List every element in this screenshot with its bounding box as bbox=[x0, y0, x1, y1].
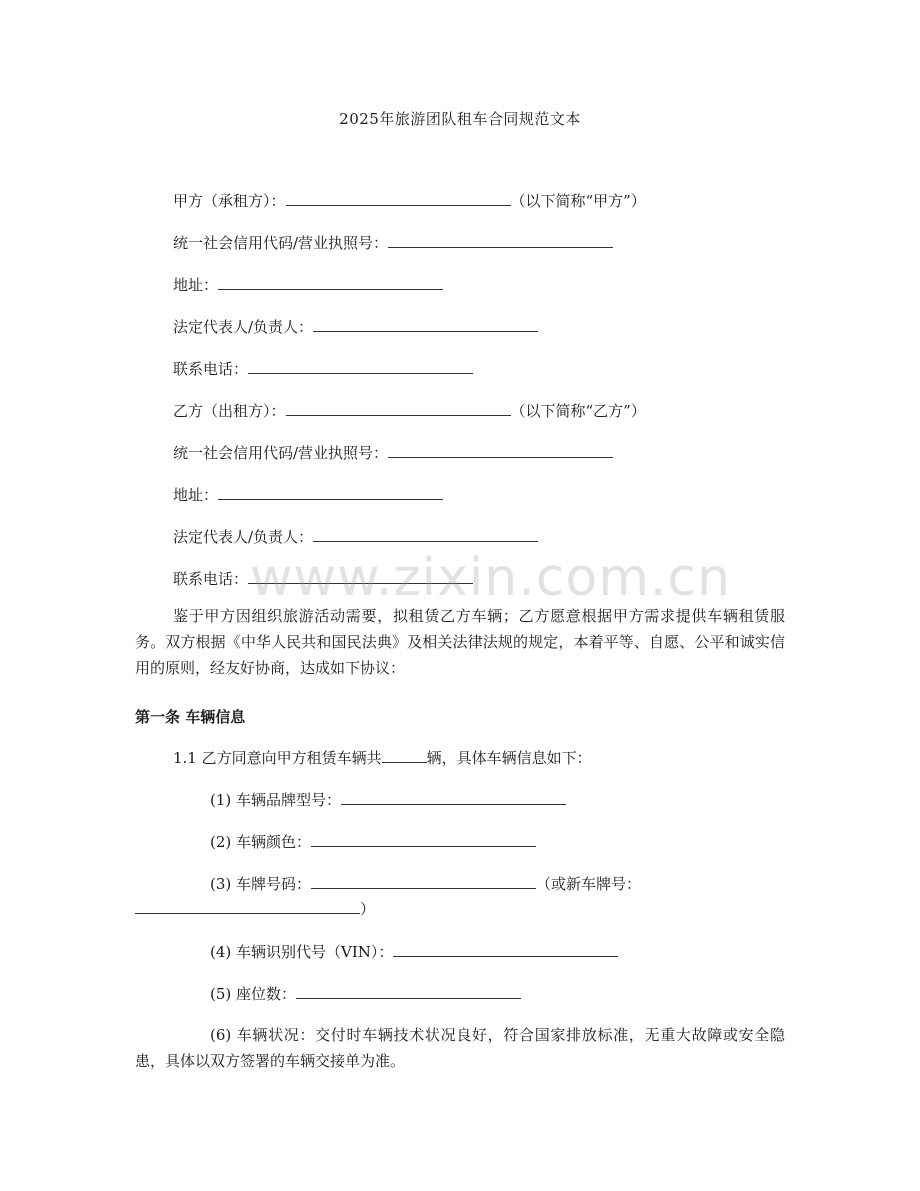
party-a-phone-line bbox=[173, 358, 473, 380]
seat-count-label: (5) 座位数： bbox=[210, 985, 297, 1003]
new-plate-line bbox=[135, 898, 375, 920]
party-b-code-line bbox=[173, 442, 613, 464]
party-b-address-label: 地址： bbox=[173, 486, 219, 504]
plate-number-label: (3) 车牌号码： bbox=[210, 875, 312, 893]
party-a-address-blank[interactable] bbox=[218, 275, 443, 290]
party-b-name-label: 乙方（出租方）： bbox=[173, 402, 286, 420]
party-b-rep-label: 法定代表人/负责人： bbox=[173, 528, 314, 546]
party-b-phone-line bbox=[173, 568, 473, 590]
vehicle-condition-paragraph: (6) 车辆状况：交付时车辆技术状况良好，符合国家排放标准，无重大故障或安全隐患，具体以双方签署的车辆交接单为准。 bbox=[135, 1026, 785, 1070]
vehicle-model-line bbox=[210, 789, 566, 811]
party-a-code-blank[interactable] bbox=[388, 233, 613, 248]
clause-1-1-prefix: 1.1 乙方同意向甲方租赁车辆共 bbox=[173, 749, 382, 767]
clause-1-1-suffix: 辆，具体车辆信息如下： bbox=[426, 749, 592, 767]
party-b-name-line bbox=[173, 400, 646, 422]
party-a-address-line bbox=[173, 274, 443, 296]
vehicle-model-blank[interactable] bbox=[341, 790, 566, 805]
party-b-code-label: 统一社会信用代码/营业执照号： bbox=[173, 444, 389, 462]
party-b-phone-blank[interactable] bbox=[248, 569, 473, 584]
party-a-name-label: 甲方（承租方）： bbox=[173, 192, 286, 210]
article-1-heading: 第一条 车辆信息 bbox=[135, 708, 246, 726]
party-b-phone-label: 联系电话： bbox=[173, 570, 249, 588]
party-a-name-suffix: （以下简称“甲方”） bbox=[510, 192, 646, 210]
seat-count-blank[interactable] bbox=[296, 984, 521, 999]
vin-label: (4) 车辆识别代号（VIN）： bbox=[210, 943, 394, 961]
vehicle-count-blank[interactable] bbox=[382, 748, 427, 763]
party-a-phone-blank[interactable] bbox=[248, 359, 473, 374]
vehicle-model-label: (1) 车辆品牌型号： bbox=[210, 791, 342, 809]
party-a-phone-label: 联系电话： bbox=[173, 360, 249, 378]
party-b-rep-line bbox=[173, 526, 538, 548]
preamble-paragraph: 鉴于甲方因组织旅游活动需要，拟租赁乙方车辆；乙方愿意根据甲方需求提供车辆租赁服务。双方根据《中华人民共和国民法典》及相关法律法规的规定，本着平等、自愿、公平和诚实信用的原则，经友好协商，达成如下协议： bbox=[135, 607, 785, 677]
party-a-rep-blank[interactable] bbox=[313, 317, 538, 332]
party-a-name-blank[interactable] bbox=[286, 191, 511, 206]
party-a-code-label: 统一社会信用代码/营业执照号： bbox=[173, 234, 389, 252]
party-a-rep-label: 法定代表人/负责人： bbox=[173, 318, 314, 336]
vin-line bbox=[210, 941, 618, 963]
party-b-rep-blank[interactable] bbox=[313, 527, 538, 542]
seat-count-line bbox=[210, 983, 521, 1005]
party-b-code-blank[interactable] bbox=[388, 443, 613, 458]
party-b-address-line bbox=[173, 484, 443, 506]
party-a-rep-line bbox=[173, 316, 538, 338]
party-b-name-blank[interactable] bbox=[286, 401, 511, 416]
new-plate-label: （或新车牌号： bbox=[536, 875, 642, 893]
party-a-code-line bbox=[173, 232, 613, 254]
vehicle-color-blank[interactable] bbox=[311, 832, 536, 847]
party-b-name-suffix: （以下简称“乙方”） bbox=[510, 402, 646, 420]
plate-number-line bbox=[210, 873, 641, 895]
vehicle-color-label: (2) 车辆颜色： bbox=[210, 833, 312, 851]
party-b-address-blank[interactable] bbox=[218, 485, 443, 500]
vin-blank[interactable] bbox=[393, 942, 618, 957]
new-plate-close: ） bbox=[360, 900, 376, 918]
vehicle-color-line bbox=[210, 831, 536, 853]
document-title: 2025年旅游团队租车合同规范文本 bbox=[339, 110, 581, 128]
party-a-name-line bbox=[173, 190, 646, 212]
new-plate-blank[interactable] bbox=[135, 899, 360, 914]
watermark-text: www.zixin.com.cn bbox=[250, 548, 731, 608]
clause-1-1 bbox=[173, 747, 592, 769]
plate-number-blank[interactable] bbox=[311, 874, 536, 889]
party-a-address-label: 地址： bbox=[173, 276, 219, 294]
